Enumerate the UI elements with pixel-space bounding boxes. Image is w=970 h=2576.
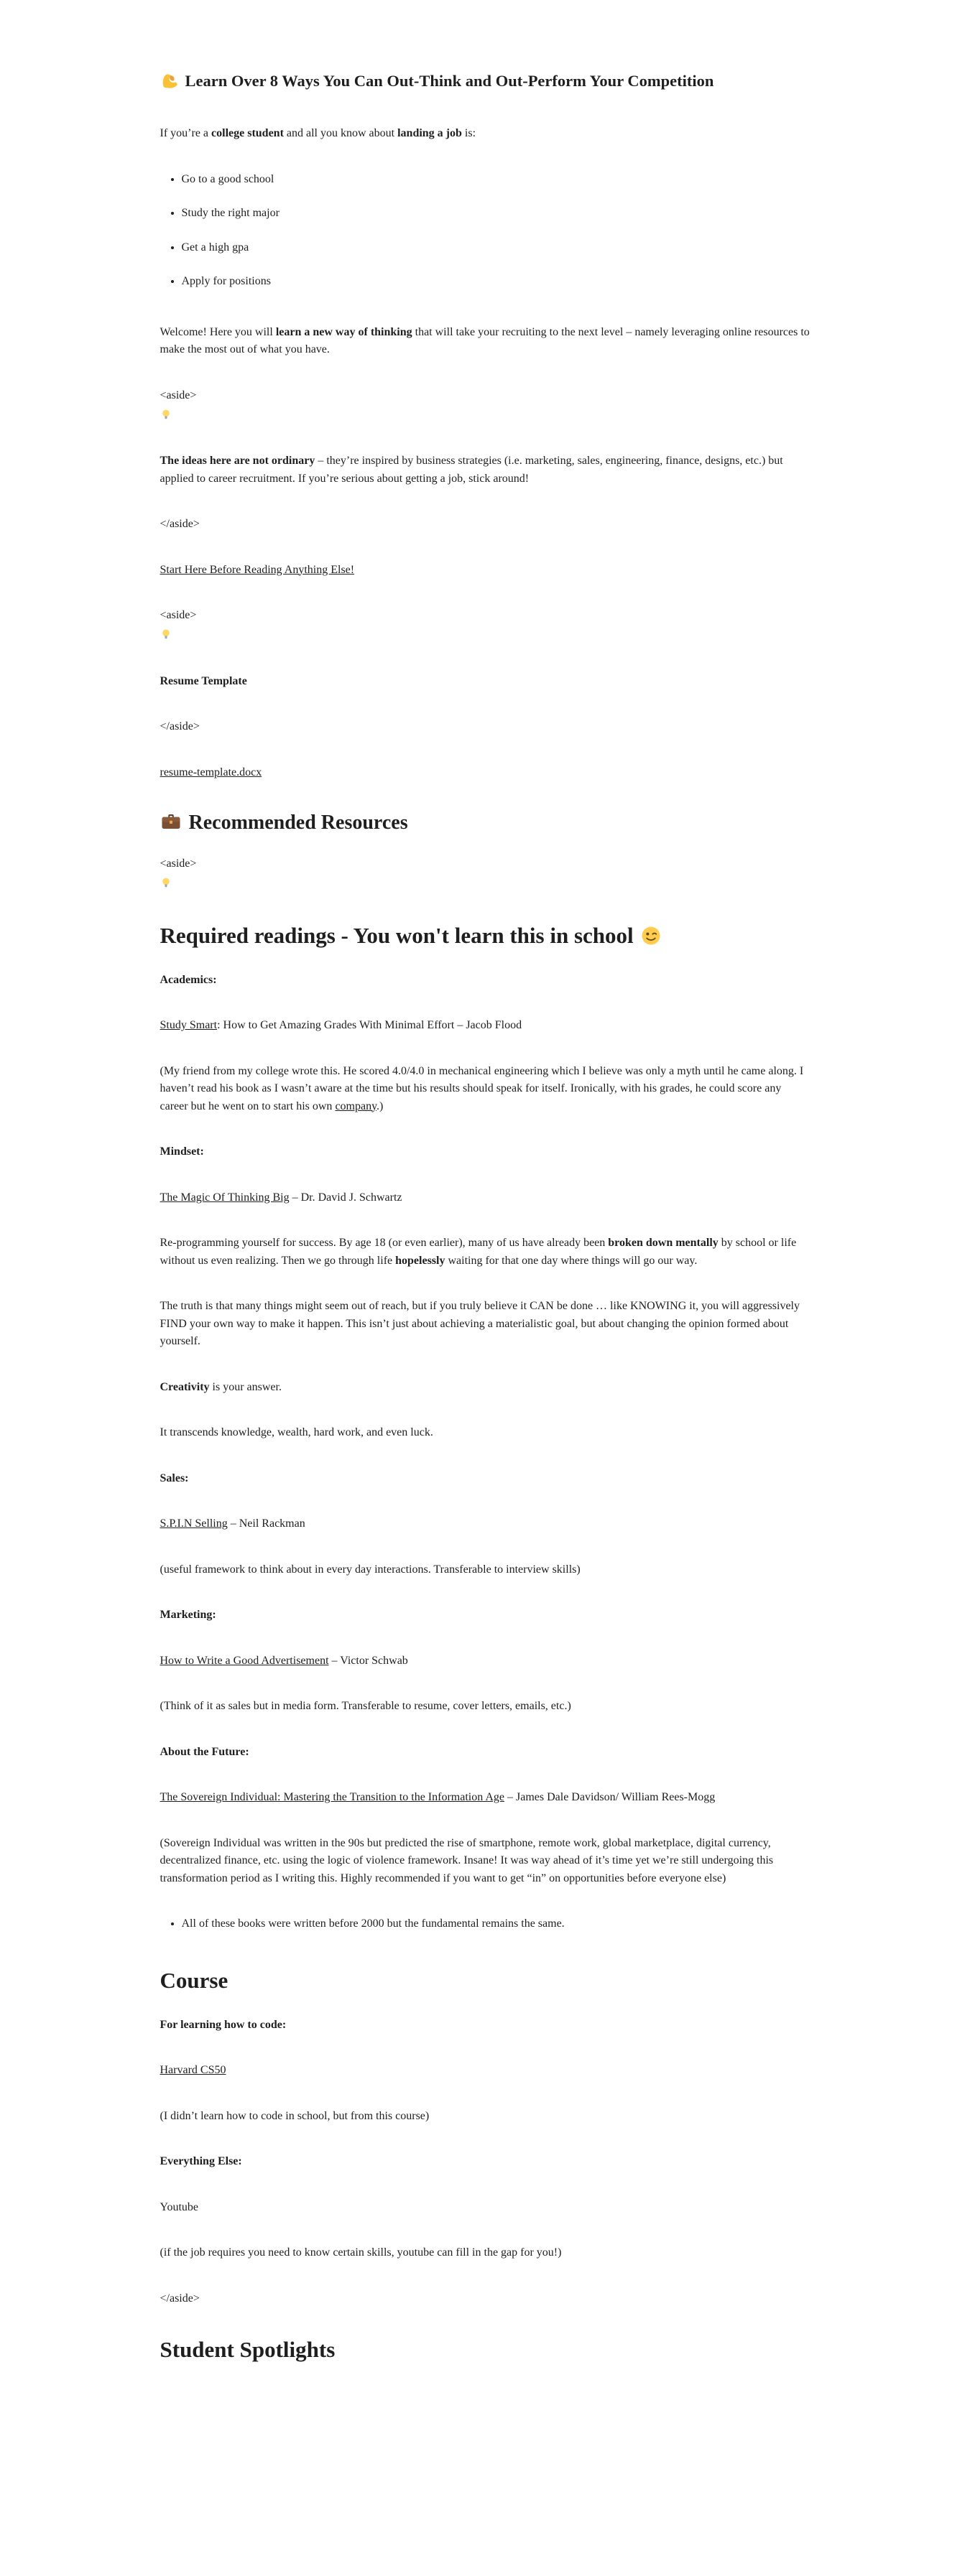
welcome-paragraph [160,324,810,359]
aside-open [160,607,810,645]
mindset-book-line [160,1189,810,1207]
readings-heading [160,921,810,950]
future-label-bold: About the Future: [160,1745,249,1758]
academics-book-line [160,1017,810,1035]
mindset-label-bold: Mindset: [160,1145,204,1158]
start-here-paragraph [160,562,810,580]
mindset-bold-hopelessly: hopelessly [395,1254,445,1267]
course-heading: Course [160,1967,228,1993]
intro-paragraph [160,125,810,143]
academics-note [160,1063,810,1116]
course-code-label [160,2017,810,2035]
page-title [160,70,810,92]
course-code-note: (I didn’t learn how to code in school, but from this course) [160,2109,430,2122]
intro-text-end: is: [461,127,476,139]
transcends-paragraph: It transcends knowledge, wealth, hard work, and even luck. [160,1426,433,1438]
aside-close-tag: </aside> [160,720,200,733]
light-bulb-icon [160,877,172,888]
mindset-paragraph-2: The truth is that many things might seem out of reach, but if you truly believe it CAN be done … like KNOWING it, you will aggressively FIND your own way to make it happen. This isn’t just about achieving a materialistic goal, but about changing the opinion formed about yourself. [160,1300,800,1347]
mindset-label [160,1143,810,1161]
academics-label-bold: Academics: [160,973,217,986]
creativity-paragraph [160,1379,810,1397]
aside-open [160,855,810,893]
welcome-text: Welcome! Here you will [160,325,276,338]
resources-heading-text: Recommended Resources [188,812,408,834]
harvard-cs50-link[interactable]: Harvard CS50 [160,2064,226,2076]
aside-close-tag: </aside> [160,2292,200,2305]
study-smart-link[interactable]: Study Smart [160,1019,218,1031]
aside-close-tag: </aside> [160,518,200,530]
intro-bold-landing-a-job: landing a job [397,127,462,139]
sales-note: (useful framework to think about in every day interactions. Transferable to interview skills) [160,1563,581,1576]
academics-label [160,972,810,990]
mindset-book-rest: – Dr. David J. Schwartz [289,1191,402,1204]
company-link[interactable]: company [335,1099,377,1112]
aside-emoji-line [160,404,810,424]
marketing-label-bold: Marketing: [160,1609,216,1621]
course-else-text: Youtube [160,2200,198,2213]
future-note: (Sovereign Individual was written in the 90s but predicted the rise of smartphone, remote work, global marketplace, digital currency, decentralized finance, etc. using the logic of violence framework. Insane! It was way ahead of it’s time yet we’re still undergoing this transformation period as I writing this. Highly recommended if you want to get “in” on opportunities before everyone else) [160,1836,774,1884]
marketing-book-rest: – Victor Schwab [328,1654,408,1667]
mindset-paragraph-1 [160,1234,810,1270]
sovereign-individual-link[interactable]: The Sovereign Individual: Mastering the Transition to the Information Age [160,1791,504,1803]
list-item: • Study the right major [182,205,810,223]
resume-template-label [160,673,810,691]
books-note-list [160,1915,810,1933]
academics-note-end: .) [377,1099,384,1112]
welcome-bold: learn a new way of thinking [275,325,412,338]
aside-open-tag: <aside> [160,857,197,870]
creativity-bold: Creativity [160,1380,210,1393]
briefcase-icon [160,811,182,832]
aside-emoji-line [160,625,810,645]
mindset-text: Re-programming yourself for success. By age 18 (or even earlier), many of us have already been [160,1237,609,1249]
aside-open-tag: <aside> [160,389,197,401]
ideas-paragraph [160,452,810,488]
winking-face-icon [640,925,662,947]
spotlights-heading: Student Spotlights [160,2337,336,2362]
course-else-label [160,2153,810,2171]
creativity-text: is your answer. [209,1380,282,1393]
academics-book-rest: : How to Get Amazing Grades With Minimal Effort – Jacob Flood [217,1019,522,1031]
aside-emoji-line [160,873,810,893]
resume-file-paragraph [160,764,810,782]
marketing-label [160,1606,810,1624]
aside-open [160,387,810,425]
sales-label [160,1470,810,1488]
good-advertisement-link[interactable]: How to Write a Good Advertisement [160,1654,329,1667]
list-item: • Go to a good school [182,171,810,189]
document-page [160,0,810,2364]
page-title-text: Learn Over 8 Ways You Can Out-Think and Out-Perform Your Competition [185,72,714,90]
resources-heading [160,809,810,837]
light-bulb-icon [160,409,172,420]
future-book-line [160,1789,810,1807]
marketing-book-line [160,1652,810,1670]
list-item: • All of these books were written before 2000 but the fundamental remains the same. [182,1915,810,1933]
flexed-biceps-icon [160,71,179,90]
future-label [160,1744,810,1762]
start-here-link[interactable]: Start Here Before Reading Anything Else! [160,563,355,576]
intro-bold-college-student: college student [211,127,284,139]
welcome-text-end: that will take your recruiting to the next level – namely leveraging online resources to make the most out of what you have. [160,325,810,355]
course-code-line [160,2062,810,2080]
readings-heading-text: Required readings - You won't learn this in school [160,922,634,948]
marketing-note: (Think of it as sales but in media form. Transferable to resume, cover letters, emails, etc.) [160,1700,571,1712]
list-item: • Apply for positions [182,273,810,291]
light-bulb-icon [160,628,172,640]
academics-note-text: (My friend from my college wrote this. He scored 4.0/4.0 in mechanical engineering which I believe was only a myth until he came along. I haven’t read his book as I wasn’t aware at the time but his results should speak for itself. Ironically, with his grades, he could score any career but he went on to start his own [160,1064,804,1112]
course-else-label-bold: Everything Else: [160,2155,242,2167]
ideas-bold: The ideas here are not ordinary [160,455,315,467]
mindset-text-mid: by school or life without us even realizing. Then we go through life [160,1237,797,1267]
resume-file-link[interactable]: resume-template.docx [160,766,262,778]
sales-book-line [160,1515,810,1533]
spin-selling-link[interactable]: S.P.I.N Selling [160,1517,228,1530]
intro-text-mid: and all you know about [283,127,398,139]
sales-book-rest: – Neil Rackman [227,1517,305,1530]
sales-label-bold: Sales: [160,1471,189,1484]
intro-text: If you’re a [160,127,212,139]
magic-of-thinking-big-link[interactable]: The Magic Of Thinking Big [160,1191,290,1204]
course-code-label-bold: For learning how to code: [160,2018,287,2031]
mindset-bold-broken-down: broken down mentally [608,1237,719,1249]
mindset-text-end: waiting for that one day where things will go our way. [445,1254,698,1267]
aside-open-tag: <aside> [160,609,197,621]
course-else-note: (if the job requires you need to know certain skills, youtube can fill in the gap for you!) [160,2246,562,2259]
future-book-rest: – James Dale Davidson/ William Rees-Mogg [504,1791,716,1803]
resume-template-bold: Resume Template [160,674,247,687]
myth-list [160,171,810,291]
ideas-text: – they’re inspired by business strategies (i.e. marketing, sales, engineering, finance, designs, etc.) but applied to career recruitment. If you’re serious about getting a job, stick around! [160,455,783,485]
list-item: • Get a high gpa [182,239,810,257]
